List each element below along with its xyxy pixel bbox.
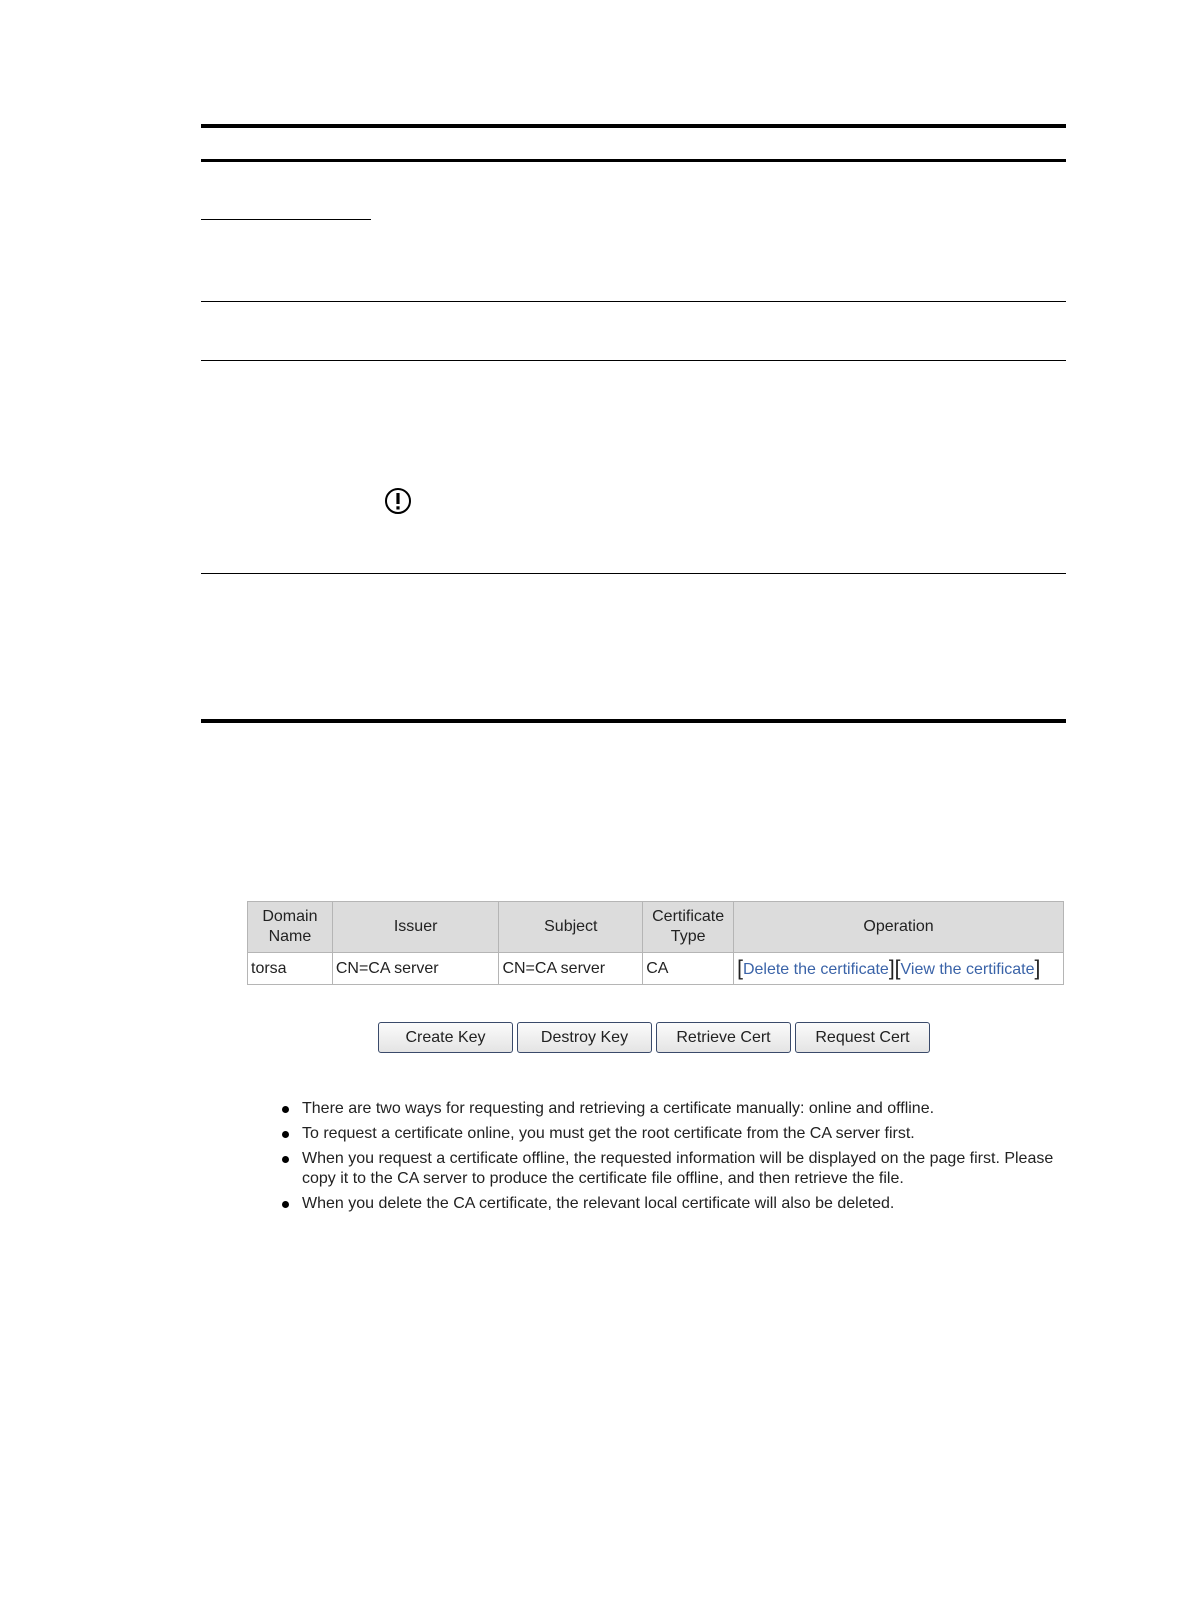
footnote-rule — [201, 219, 371, 220]
retrieve-cert-button[interactable]: Retrieve Cert — [656, 1022, 791, 1053]
table-row-divider-3 — [201, 573, 1066, 574]
bracket-open: [ — [894, 956, 901, 980]
caution-icon — [384, 487, 412, 515]
request-cert-button[interactable]: Request Cert — [795, 1022, 930, 1053]
view-certificate-link[interactable]: View the certificate — [900, 960, 1035, 978]
cell-issuer: CN=CA server — [332, 953, 499, 985]
note-text: To request a certificate online, you must get the root certificate from the CA server first. — [302, 1125, 915, 1142]
certificate-table — [247, 901, 1064, 985]
delete-certificate-link[interactable]: Delete the certificate — [742, 960, 889, 978]
header-certificate-type: Certificate Type — [643, 902, 734, 953]
action-button-row — [378, 1022, 930, 1053]
note-text: When you request a certificate offline, the requested information will be displayed on the page first. Please copy it to the CA server to produce the certificate file offline, and then retrieve the file. — [302, 1150, 1054, 1187]
header-operation: Operation — [734, 902, 1064, 953]
bracket-open: [ — [737, 956, 743, 980]
bracket-close: ] — [1034, 956, 1041, 980]
cell-subject: CN=CA server — [499, 953, 643, 985]
notes-list — [281, 1099, 1071, 1219]
bullet-icon — [282, 1131, 289, 1138]
list-item — [281, 1194, 1071, 1214]
table-row-divider-2 — [201, 360, 1066, 361]
bullet-icon — [282, 1156, 289, 1163]
bullet-icon — [282, 1106, 289, 1113]
note-text: When you delete the CA certificate, the relevant local certificate will also be deleted. — [302, 1195, 895, 1212]
cell-operation — [734, 953, 1064, 985]
bracket-close: ] — [888, 956, 895, 980]
table-header-rule — [201, 159, 1066, 162]
header-issuer: Issuer — [332, 902, 499, 953]
cell-domain-name: torsa — [248, 953, 333, 985]
header-domain-name: Domain Name — [248, 902, 333, 953]
table-bottom-rule — [201, 719, 1066, 723]
table-header-row — [248, 902, 1064, 953]
create-key-button[interactable]: Create Key — [378, 1022, 513, 1053]
list-item — [281, 1149, 1071, 1189]
note-text: There are two ways for requesting and retrieving a certificate manually: online and offline. — [302, 1100, 935, 1117]
cell-certificate-type: CA — [643, 953, 734, 985]
header-subject: Subject — [499, 902, 643, 953]
bullet-icon — [282, 1201, 289, 1208]
list-item — [281, 1099, 1071, 1119]
table-top-rule — [201, 124, 1066, 128]
table-row — [248, 953, 1064, 985]
list-item — [281, 1124, 1071, 1144]
table-row-divider-1 — [201, 301, 1066, 302]
destroy-key-button[interactable]: Destroy Key — [517, 1022, 652, 1053]
